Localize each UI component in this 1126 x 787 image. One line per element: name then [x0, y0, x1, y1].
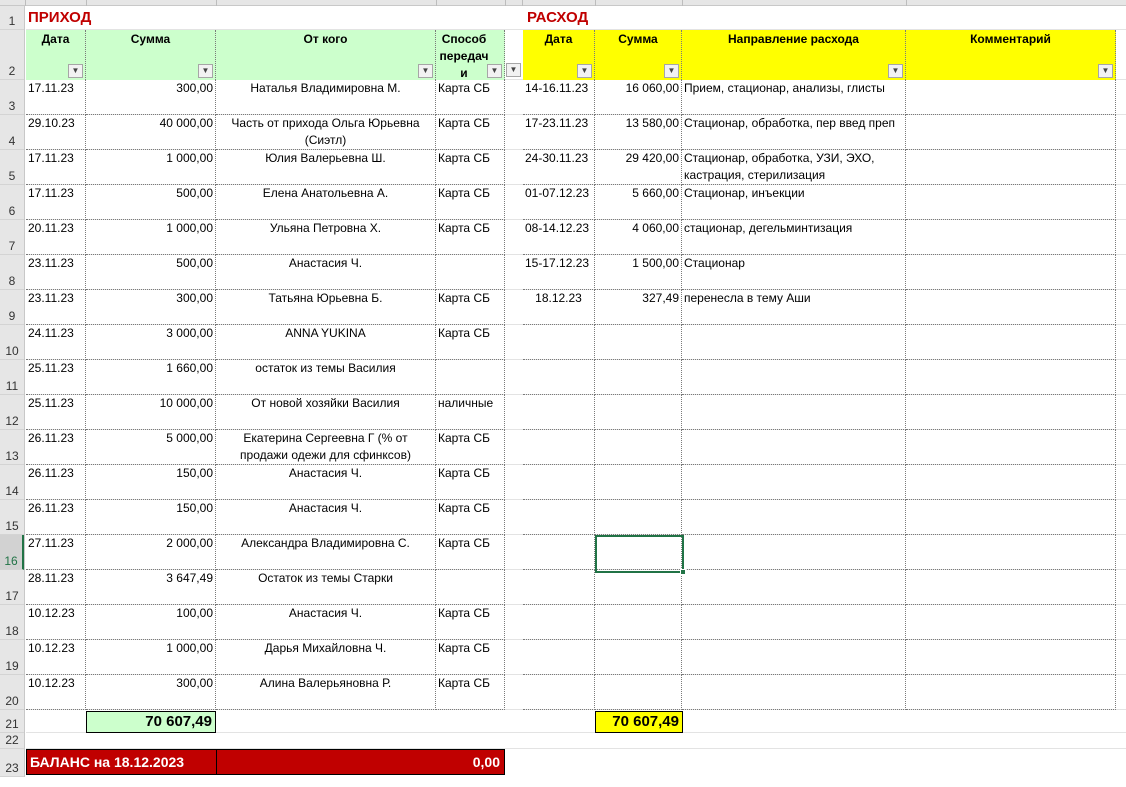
- income-from-cell[interactable]: Татьяна Юрьевна Б.: [216, 290, 436, 325]
- expense-sum-cell[interactable]: 5 660,00: [595, 185, 682, 220]
- income-date-cell[interactable]: 24.11.23: [26, 325, 86, 360]
- income-method-cell[interactable]: Карта СБ: [436, 605, 505, 640]
- expense-sum-cell[interactable]: [595, 430, 682, 465]
- expense-comment-cell[interactable]: [906, 255, 1116, 290]
- expense-date-cell[interactable]: [523, 500, 595, 535]
- income-date-cell[interactable]: 28.11.23: [26, 570, 86, 605]
- expense-title: РАСХОД: [527, 9, 589, 26]
- expense-comment-cell[interactable]: [906, 290, 1116, 325]
- expense-sum-cell[interactable]: [595, 465, 682, 500]
- income-sum-cell[interactable]: 10 000,00: [86, 395, 216, 430]
- expense-direction-cell[interactable]: [682, 675, 906, 710]
- income-from-cell[interactable]: остаток из темы Василия: [216, 360, 436, 395]
- expense-comment-cell[interactable]: [906, 150, 1116, 185]
- filter-dropdown-icon[interactable]: ▼: [68, 64, 83, 78]
- expense-comment-cell[interactable]: [906, 115, 1116, 150]
- expense-sum-cell[interactable]: [595, 605, 682, 640]
- fill-handle[interactable]: [680, 569, 686, 575]
- expense-sum-cell[interactable]: 29 420,00: [595, 150, 682, 185]
- header-label: От кого: [303, 32, 348, 46]
- expense-date-cell[interactable]: [523, 570, 595, 605]
- expense-date-cell[interactable]: 01-07.12.23: [523, 185, 595, 220]
- row-number[interactable]: 2: [0, 30, 24, 80]
- income-from-cell[interactable]: Александра Владимировна С.: [216, 535, 436, 570]
- expense-date-cell[interactable]: 08-14.12.23: [523, 220, 595, 255]
- expense-date-cell[interactable]: [523, 675, 595, 710]
- filter-dropdown-icon[interactable]: ▼: [198, 64, 213, 78]
- row-number[interactable]: 19: [0, 640, 24, 675]
- income-from-cell[interactable]: Наталья Владимировна М.: [216, 80, 436, 115]
- expense-comment-cell[interactable]: [906, 570, 1116, 605]
- header-label: Дата: [544, 32, 573, 46]
- filter-dropdown-icon[interactable]: ▼: [1098, 64, 1113, 78]
- income-from-cell[interactable]: Остаток из темы Старки: [216, 570, 436, 605]
- header-label: Сумма: [618, 32, 658, 46]
- expense-comment-cell[interactable]: [906, 500, 1116, 535]
- header-label: Сумма: [130, 32, 171, 46]
- income-date-cell[interactable]: 17.11.23: [26, 80, 86, 115]
- row-number[interactable]: 7: [0, 220, 24, 255]
- row-number[interactable]: 6: [0, 185, 24, 220]
- income-total[interactable]: 70 607,49: [86, 711, 216, 733]
- row-number[interactable]: 1: [0, 6, 24, 30]
- expense-comment-cell[interactable]: [906, 360, 1116, 395]
- expense-comment-cell[interactable]: [906, 640, 1116, 675]
- income-method-cell[interactable]: Карта СБ: [436, 325, 505, 360]
- income-method-cell[interactable]: Карта СБ: [436, 535, 505, 570]
- income-sum-cell[interactable]: 5 000,00: [86, 430, 216, 465]
- expense-total[interactable]: 70 607,49: [595, 711, 683, 733]
- income-sum-cell[interactable]: 1 000,00: [86, 220, 216, 255]
- header-label: Дата: [41, 32, 70, 46]
- income-date-cell[interactable]: 10.12.23: [26, 640, 86, 675]
- income-sum-cell[interactable]: 3 647,49: [86, 570, 216, 605]
- expense-sum-cell[interactable]: [595, 325, 682, 360]
- expense-direction-cell[interactable]: [682, 360, 906, 395]
- expense-date-cell[interactable]: [523, 395, 595, 430]
- row-number[interactable]: 3: [0, 80, 24, 115]
- expense-date-cell[interactable]: 24-30.11.23: [523, 150, 595, 185]
- row-number[interactable]: 4: [0, 115, 24, 150]
- income-date-cell[interactable]: 27.11.23: [26, 535, 86, 570]
- income-sum-cell[interactable]: 300,00: [86, 675, 216, 710]
- expense-date-cell[interactable]: [523, 325, 595, 360]
- income-sum-cell[interactable]: 40 000,00: [86, 115, 216, 150]
- income-sum-cell[interactable]: 300,00: [86, 80, 216, 115]
- expense-date-cell[interactable]: [523, 535, 595, 570]
- row-number[interactable]: 8: [0, 255, 24, 290]
- expense-direction-cell[interactable]: Стационар, обработка, УЗИ, ЭХО, кастрация, стерилизация: [682, 150, 906, 185]
- row-number[interactable]: 9: [0, 290, 24, 325]
- income-from-cell[interactable]: Юлия Валерьевна Ш.: [216, 150, 436, 185]
- income-title: ПРИХОД: [28, 9, 92, 26]
- income-date-cell[interactable]: 17.11.23: [26, 150, 86, 185]
- filter-dropdown-icon[interactable]: ▼: [506, 63, 521, 77]
- income-date-cell[interactable]: 26.11.23: [26, 500, 86, 535]
- income-date-cell[interactable]: 25.11.23: [26, 360, 86, 395]
- expense-direction-cell[interactable]: [682, 605, 906, 640]
- expense-direction-cell[interactable]: Стационар, обработка, пер введ преп: [682, 115, 906, 150]
- balance-label[interactable]: БАЛАНС на 18.12.2023: [26, 749, 217, 775]
- expense-direction-cell[interactable]: [682, 570, 906, 605]
- income-from-cell[interactable]: Екатерина Сергеевна Г (% от продажи одежи для сфинксов): [216, 430, 436, 465]
- row-number[interactable]: 21: [0, 710, 24, 733]
- expense-comment-cell[interactable]: [906, 325, 1116, 360]
- expense-direction-cell[interactable]: [682, 535, 906, 570]
- income-date-cell[interactable]: 10.12.23: [26, 675, 86, 710]
- expense-comment-cell[interactable]: [906, 80, 1116, 115]
- income-method-cell[interactable]: Карта СБ: [436, 675, 505, 710]
- expense-sum-cell[interactable]: [595, 675, 682, 710]
- income-date-cell[interactable]: 26.11.23: [26, 430, 86, 465]
- income-date-cell[interactable]: 23.11.23: [26, 290, 86, 325]
- income-sum-cell[interactable]: 3 000,00: [86, 325, 216, 360]
- row-number[interactable]: 17: [0, 570, 24, 605]
- row-header-strip[interactable]: [0, 6, 25, 777]
- expense-direction-cell[interactable]: Прием, стационар, анализы, глисты: [682, 80, 906, 115]
- expense-comment-cell[interactable]: [906, 675, 1116, 710]
- balance-value[interactable]: 0,00: [216, 749, 505, 775]
- expense-date-cell[interactable]: [523, 640, 595, 675]
- expense-header-comment[interactable]: [906, 30, 1116, 80]
- income-sum-cell[interactable]: 500,00: [86, 255, 216, 290]
- row-number[interactable]: 18: [0, 605, 24, 640]
- expense-sum-cell[interactable]: 1 500,00: [595, 255, 682, 290]
- header-label: Комментарий: [970, 32, 1051, 46]
- expense-comment-cell[interactable]: [906, 185, 1116, 220]
- expense-date-cell[interactable]: 17-23.11.23: [523, 115, 595, 150]
- expense-direction-cell[interactable]: [682, 640, 906, 675]
- expense-date-cell[interactable]: [523, 465, 595, 500]
- row-number[interactable]: 13: [0, 430, 24, 465]
- expense-comment-cell[interactable]: [906, 220, 1116, 255]
- expense-date-cell[interactable]: 18.12.23: [523, 290, 595, 325]
- income-method-cell[interactable]: Карта СБ: [436, 115, 505, 150]
- expense-date-cell[interactable]: [523, 360, 595, 395]
- income-sum-cell[interactable]: 100,00: [86, 605, 216, 640]
- income-date-cell[interactable]: 17.11.23: [26, 185, 86, 220]
- expense-sum-cell[interactable]: 4 060,00: [595, 220, 682, 255]
- income-from-cell[interactable]: Дарья Михайловна Ч.: [216, 640, 436, 675]
- row-number[interactable]: 16: [0, 535, 24, 570]
- expense-direction-cell[interactable]: [682, 325, 906, 360]
- expense-date-cell[interactable]: [523, 430, 595, 465]
- row-number[interactable]: 15: [0, 500, 24, 535]
- row-number[interactable]: 14: [0, 465, 24, 500]
- income-sum-cell[interactable]: 1 000,00: [86, 150, 216, 185]
- expense-comment-cell[interactable]: [906, 395, 1116, 430]
- income-header-sum[interactable]: [86, 30, 216, 80]
- income-method-cell[interactable]: Карта СБ: [436, 80, 505, 115]
- expense-sum-cell[interactable]: [595, 640, 682, 675]
- income-sum-cell[interactable]: 1 660,00: [86, 360, 216, 395]
- row-number[interactable]: 11: [0, 360, 24, 395]
- expense-direction-cell[interactable]: [682, 500, 906, 535]
- income-header-date[interactable]: [26, 30, 86, 80]
- income-from-cell[interactable]: От новой хозяйки Василия: [216, 395, 436, 430]
- income-date-cell[interactable]: 10.12.23: [26, 605, 86, 640]
- expense-date-cell[interactable]: [523, 605, 595, 640]
- filter-dropdown-icon[interactable]: ▼: [664, 64, 679, 78]
- income-from-cell[interactable]: ANNA YUKINA: [216, 325, 436, 360]
- income-method-cell[interactable]: [436, 570, 505, 605]
- income-date-cell[interactable]: 26.11.23: [26, 465, 86, 500]
- expense-date-cell[interactable]: 15-17.12.23: [523, 255, 595, 290]
- income-method-cell[interactable]: Карта СБ: [436, 220, 505, 255]
- income-from-cell[interactable]: Алина Валерьяновна Р.: [216, 675, 436, 710]
- income-date-cell[interactable]: 23.11.23: [26, 255, 86, 290]
- expense-direction-cell[interactable]: [682, 465, 906, 500]
- income-sum-cell[interactable]: 300,00: [86, 290, 216, 325]
- income-sum-cell[interactable]: 150,00: [86, 465, 216, 500]
- income-sum-cell[interactable]: 2 000,00: [86, 535, 216, 570]
- filter-dropdown-icon[interactable]: ▼: [577, 64, 592, 78]
- income-from-cell[interactable]: Анастасия Ч.: [216, 255, 436, 290]
- income-method-cell[interactable]: Карта СБ: [436, 185, 505, 220]
- expense-comment-cell[interactable]: [906, 605, 1116, 640]
- income-from-cell[interactable]: Анастасия Ч.: [216, 500, 436, 535]
- income-method-cell[interactable]: Карта СБ: [436, 150, 505, 185]
- income-header-from[interactable]: [216, 30, 436, 80]
- income-method-cell[interactable]: Карта СБ: [436, 465, 505, 500]
- expense-direction-cell[interactable]: Стационар, инъекции: [682, 185, 906, 220]
- expense-comment-cell[interactable]: [906, 430, 1116, 465]
- expense-header-sum[interactable]: [595, 30, 682, 80]
- row-number[interactable]: 10: [0, 325, 24, 360]
- income-from-cell[interactable]: Ульяна Петровна Х.: [216, 220, 436, 255]
- income-from-cell[interactable]: Елена Анатольевна А.: [216, 185, 436, 220]
- expense-direction-cell[interactable]: стационар, дегельминтизация: [682, 220, 906, 255]
- income-header-method[interactable]: [436, 30, 505, 80]
- income-from-cell[interactable]: Анастасия Ч.: [216, 605, 436, 640]
- row-number[interactable]: 20: [0, 675, 24, 710]
- filter-dropdown-icon[interactable]: ▼: [888, 64, 903, 78]
- income-from-cell[interactable]: Часть от прихода Ольга Юрьевна (Сиэтл): [216, 115, 436, 150]
- income-sum-cell[interactable]: 500,00: [86, 185, 216, 220]
- expense-direction-cell[interactable]: [682, 430, 906, 465]
- income-date-cell[interactable]: 25.11.23: [26, 395, 86, 430]
- expense-sum-cell[interactable]: [595, 360, 682, 395]
- row-number[interactable]: 22: [0, 733, 24, 749]
- row-number[interactable]: 5: [0, 150, 24, 185]
- income-date-cell[interactable]: 20.11.23: [26, 220, 86, 255]
- expense-sum-cell[interactable]: 13 580,00: [595, 115, 682, 150]
- header-label: Способ передачи: [439, 32, 489, 80]
- expense-date-cell[interactable]: 14-16.11.23: [523, 80, 595, 115]
- row-number[interactable]: 23: [0, 749, 24, 777]
- header-label: Направление расхода: [728, 32, 859, 46]
- filter-dropdown-icon[interactable]: ▼: [487, 64, 502, 78]
- income-method-cell[interactable]: Карта СБ: [436, 290, 505, 325]
- expense-sum-cell[interactable]: 327,49: [595, 290, 682, 325]
- expense-header-direction[interactable]: [682, 30, 906, 80]
- expense-direction-cell[interactable]: Стационар: [682, 255, 906, 290]
- expense-sum-cell[interactable]: [595, 395, 682, 430]
- expense-sum-cell[interactable]: [595, 500, 682, 535]
- expense-direction-cell[interactable]: перенесла в тему Аши: [682, 290, 906, 325]
- expense-header-date[interactable]: [523, 30, 595, 80]
- row-number[interactable]: 12: [0, 395, 24, 430]
- income-date-cell[interactable]: 29.10.23: [26, 115, 86, 150]
- income-method-cell[interactable]: Карта СБ: [436, 430, 505, 465]
- selected-cell[interactable]: [595, 535, 684, 573]
- income-method-cell[interactable]: Карта СБ: [436, 500, 505, 535]
- column-header-strip[interactable]: [0, 0, 1126, 6]
- expense-sum-cell[interactable]: 16 060,00: [595, 80, 682, 115]
- income-method-cell[interactable]: [436, 255, 505, 290]
- income-method-cell[interactable]: Карта СБ: [436, 640, 505, 675]
- income-from-cell[interactable]: Анастасия Ч.: [216, 465, 436, 500]
- expense-comment-cell[interactable]: [906, 535, 1116, 570]
- income-sum-cell[interactable]: 1 000,00: [86, 640, 216, 675]
- income-method-cell[interactable]: наличные: [436, 395, 505, 430]
- expense-sum-cell[interactable]: [595, 570, 682, 605]
- expense-comment-cell[interactable]: [906, 465, 1116, 500]
- expense-direction-cell[interactable]: [682, 395, 906, 430]
- filter-dropdown-icon[interactable]: ▼: [418, 64, 433, 78]
- income-method-cell[interactable]: [436, 360, 505, 395]
- income-sum-cell[interactable]: 150,00: [86, 500, 216, 535]
